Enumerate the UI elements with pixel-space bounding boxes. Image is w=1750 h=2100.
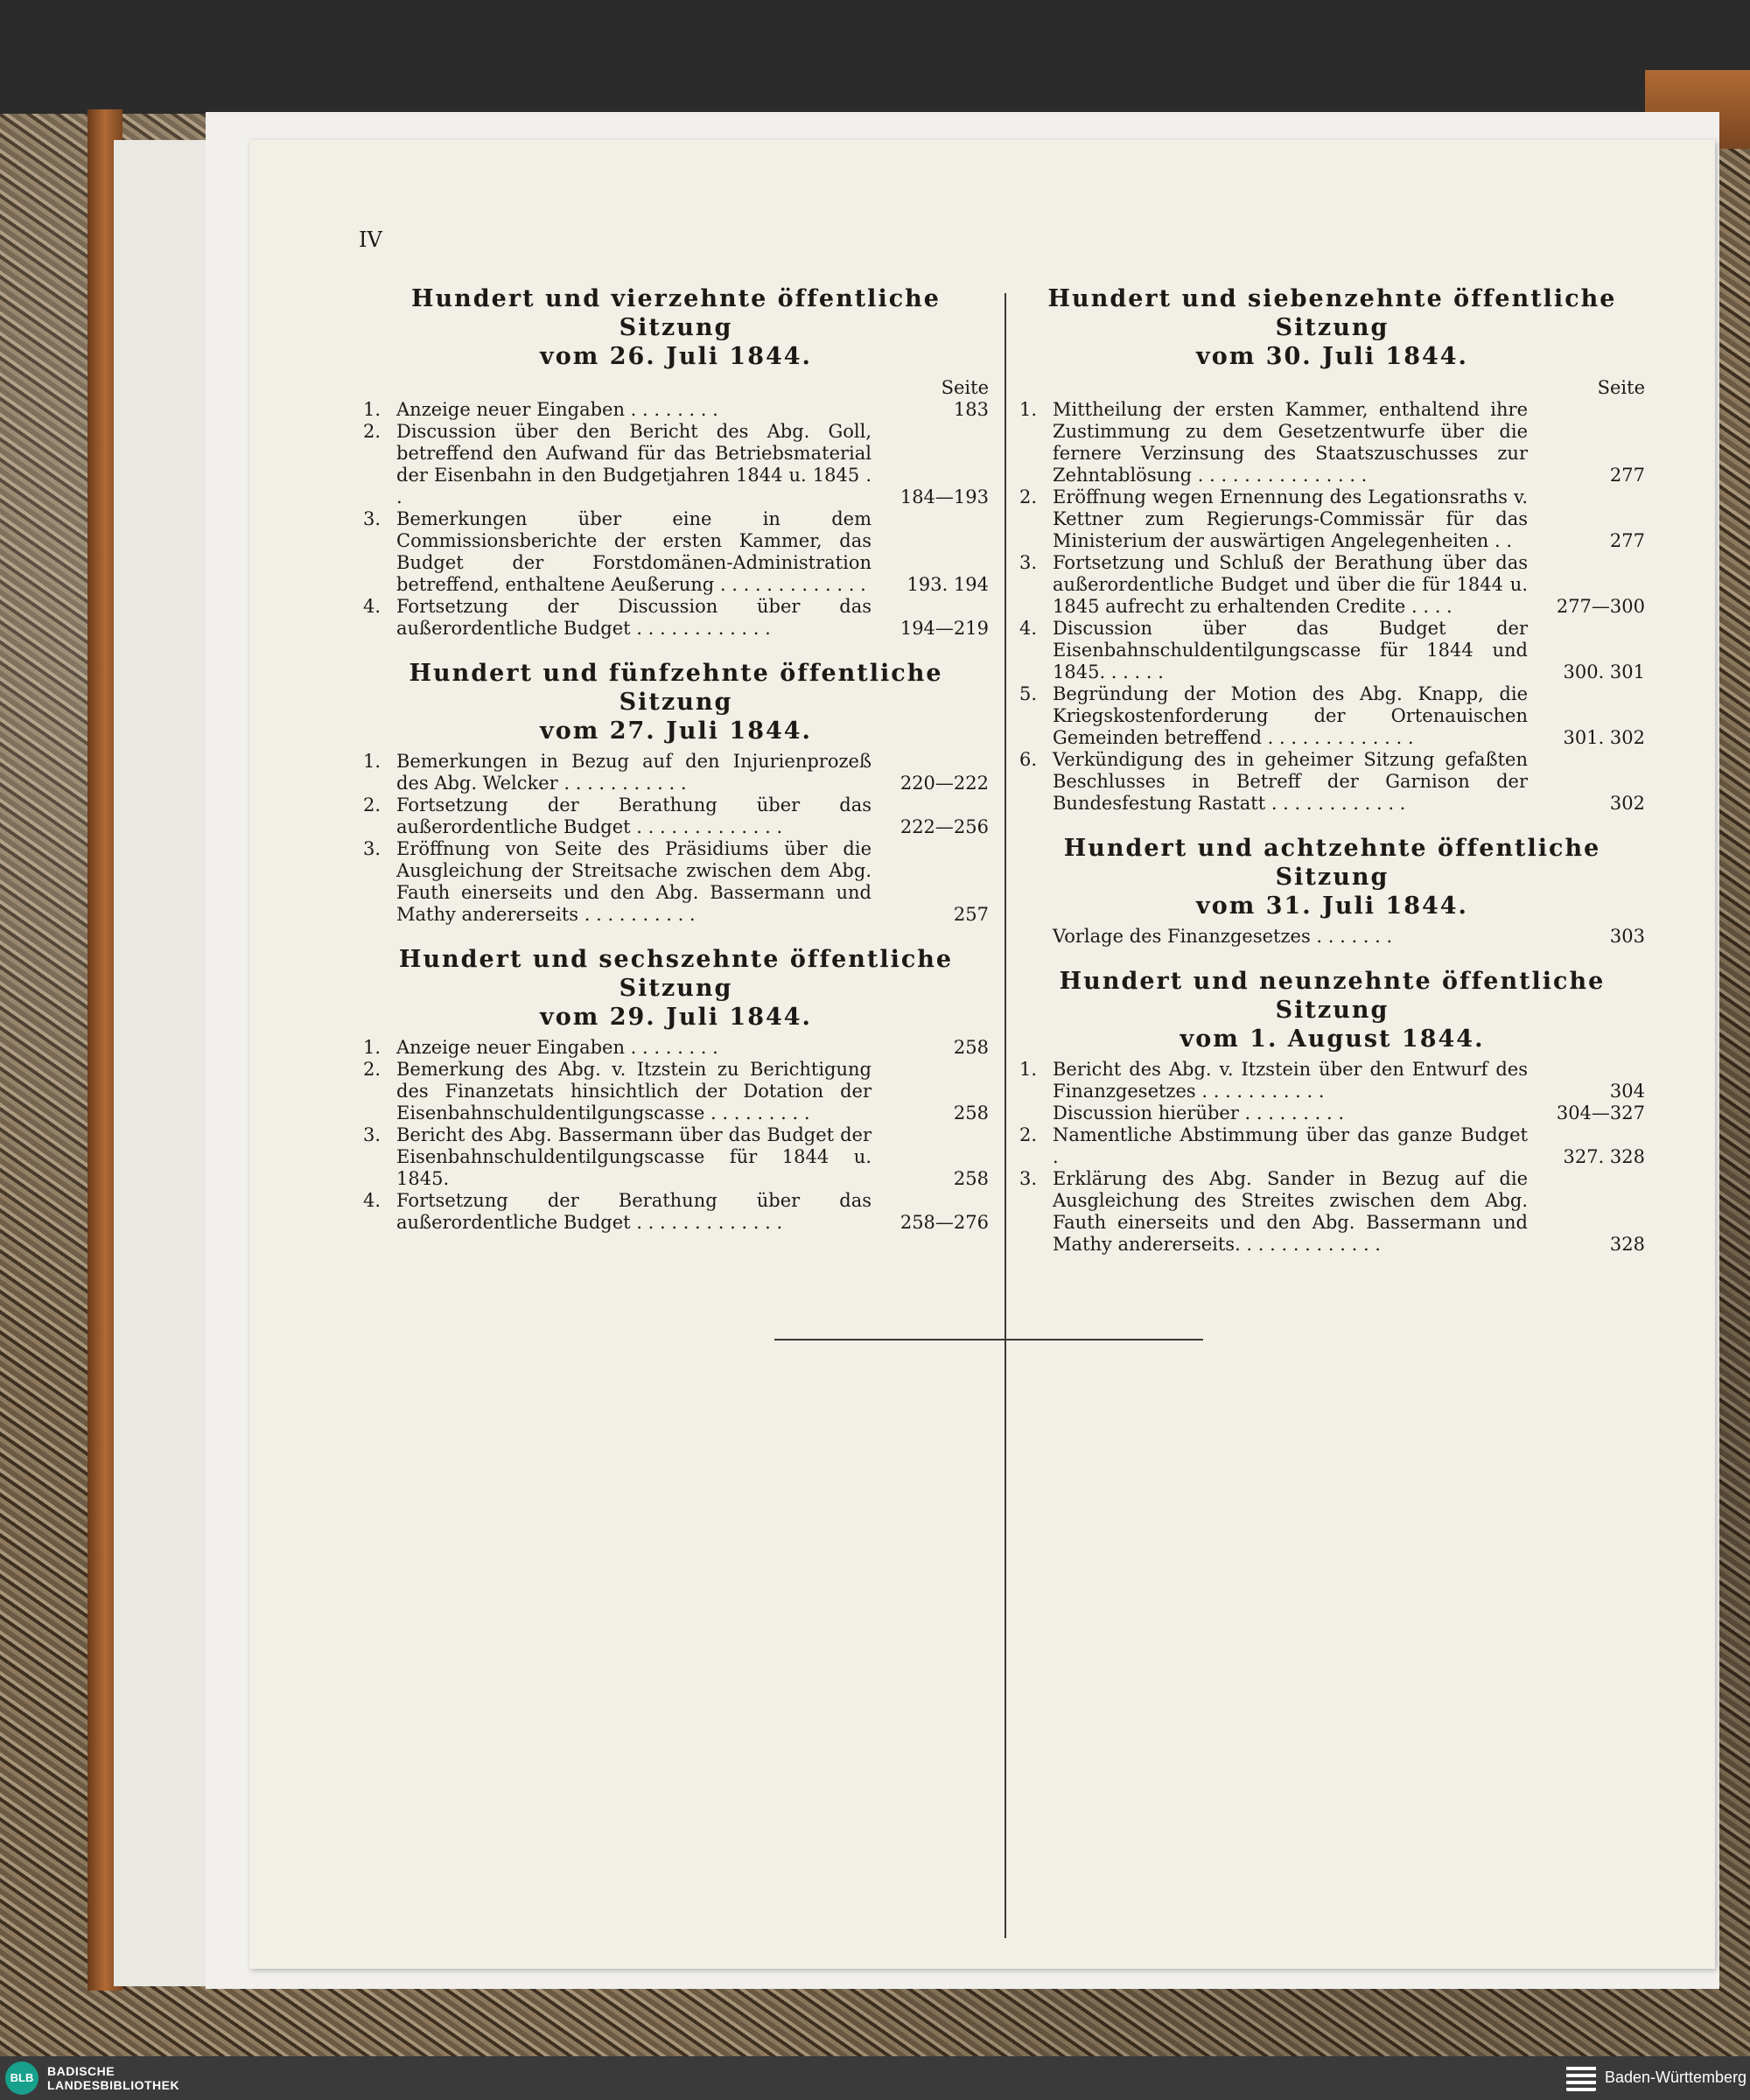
toc-entry (1019, 486, 1645, 552)
entry-text: Eröffnung wegen Ernennung des Legationsraths v. Kettner zum Regierungs-Commissär für das Ministerium der auswärtigen Angelegenheiten . . (1053, 486, 1528, 551)
entry-text: Verkündigung des in geheimer Sitzung gefaßten Beschlusses in Betreff der Garnison der Bundesfestung Rastatt . . . . . . . . . . . . (1053, 749, 1528, 814)
viewer-footer (0, 2056, 1750, 2100)
toc-entry (1019, 552, 1645, 618)
entry-page: 258—276 (900, 1212, 989, 1233)
entry-text: Fortsetzung der Berathung über das außerordentliche Budget . . . . . . . . . . . . . (396, 1190, 872, 1233)
entry-number: 5. (1019, 683, 1038, 704)
entry-page: 258 (953, 1168, 989, 1189)
session-date: vom 29. Juli 1844. (540, 1004, 812, 1031)
entry-page: 184—193 (900, 486, 989, 508)
session-date: vom 27. Juli 1844. (540, 718, 812, 745)
entry-text: Fortsetzung der Berathung über das außerordentliche Budget . . . . . . . . . . . . . (396, 794, 872, 837)
session-date: vom 30. Juli 1844. (1196, 343, 1468, 370)
entry-number: 6. (1019, 749, 1038, 770)
entry-text: Bericht des Abg. v. Itzstein über den Entwurf des Finanzgesetzes . . . . . . . . . . . (1053, 1059, 1528, 1102)
toc-entry (1019, 926, 1645, 948)
entry-text: Eröffnung von Seite des Präsidiums über die Ausgleichung der Streitsache zwischen dem Abg. Fauth einerseits und den Abg. Bassermann und Mathy andererseits . . . . . . . . . . (396, 838, 872, 925)
entry-page: 302 (1609, 793, 1645, 814)
entry-number: 2. (363, 421, 382, 442)
entry-page: 304 (1609, 1081, 1645, 1102)
entry-page: 300. 301 (1563, 662, 1645, 682)
entry-text: Discussion hierüber . . . . . . . . . (1053, 1102, 1345, 1124)
session-name: Hundert und sechszehnte öffentliche Sitzung (398, 946, 954, 1002)
entry-page: 183 (953, 399, 989, 420)
entry-page: 328 (1609, 1234, 1645, 1255)
session-title (1019, 967, 1645, 1054)
toc-entry (363, 1190, 989, 1234)
toc-entry (363, 751, 989, 794)
session-name: Hundert und neunzehnte öffentliche Sitzung (1059, 968, 1606, 1024)
entry-number: 1. (1019, 399, 1038, 420)
session-title (1019, 834, 1645, 920)
toc-entry (1019, 749, 1645, 815)
entry-text: Bericht des Abg. Bassermann über das Budget der Eisenbahnschuldentilgungscasse für 1844 u. 1845. (396, 1124, 872, 1189)
toc-entry (363, 838, 989, 926)
entry-page: 277—300 (1556, 596, 1645, 617)
session-date: vom 1. August 1844. (1180, 1026, 1485, 1053)
entry-number: 3. (363, 1124, 382, 1145)
session-date: vom 26. Juli 1844. (540, 343, 812, 370)
toc-entry (363, 1059, 989, 1124)
entry-number: 4. (363, 596, 382, 617)
entry-text: Vorlage des Finanzgesetzes . . . . . . . (1053, 926, 1393, 947)
entry-number: 3. (1019, 1168, 1038, 1189)
column-divider (1004, 293, 1006, 1938)
session-name: Hundert und fünfzehnte öffentliche Sitzung (409, 660, 943, 716)
section-gap (363, 926, 989, 945)
section-gap (1019, 815, 1645, 834)
entry-page: 277 (1609, 465, 1645, 486)
entry-text: Bemerkungen in Bezug auf den Injurienprozeß des Abg. Welcker . . . . . . . . . . . (396, 751, 872, 794)
entry-number: 1. (363, 399, 382, 420)
entry-page: 194—219 (900, 618, 989, 639)
entry-page: 304—327 (1556, 1102, 1645, 1124)
entry-text: Anzeige neuer Eingaben . . . . . . . . (396, 1037, 718, 1058)
entry-text: Begründung der Motion des Abg. Knapp, die Kriegskostenforderung der Ortenauischen Gemeinden betreffend . . . . . . . . . . . . . (1053, 683, 1528, 748)
entry-number: 2. (363, 794, 382, 816)
page-number: IV (359, 228, 382, 252)
entry-page: 257 (953, 904, 989, 925)
entry-page: 193. 194 (906, 574, 989, 595)
blb-logo-icon[interactable]: BLB (5, 2062, 38, 2095)
toc-entry (1019, 618, 1645, 683)
library-name-line1: BADISCHE (47, 2064, 116, 2078)
entry-number: 3. (363, 838, 382, 859)
entry-page: 258 (953, 1037, 989, 1058)
session-title (363, 284, 989, 371)
entry-number: 2. (363, 1059, 382, 1080)
entry-text: Namentliche Abstimmung über das ganze Budget . (1053, 1124, 1528, 1167)
toc-entry (363, 421, 989, 508)
baden-wuerttemberg-lions-icon[interactable] (1566, 2065, 1596, 2091)
entry-number: 3. (1019, 552, 1038, 573)
entry-page: 222—256 (900, 816, 989, 837)
entry-page: 303 (1609, 926, 1645, 947)
entry-page: 301. 302 (1563, 727, 1645, 748)
entry-number: 1. (1019, 1059, 1038, 1080)
toc-entry (1019, 683, 1645, 749)
toc-entry (1019, 1124, 1645, 1168)
book-page (249, 140, 1715, 1969)
entry-text: Fortsetzung der Discussion über das außerordentliche Budget . . . . . . . . . . . . (396, 596, 872, 639)
session-title (363, 659, 989, 746)
cover-top-shadow (0, 0, 1750, 114)
section-gap (1019, 948, 1645, 967)
entry-page: 258 (953, 1102, 989, 1124)
entry-text: Mittheilung der ersten Kammer, enthaltend ihre Zustimmung zu dem Gesetzentwurfe über die fernere Verzinsung des Staatszuschusses zur Zehntablösung . . . . . . . . . . . . . . . (1053, 399, 1528, 486)
entry-number: 1. (363, 751, 382, 772)
toc-entry (363, 596, 989, 640)
session-name: Hundert und vierzehnte öffentliche Sitzung (411, 285, 941, 341)
session-title (363, 945, 989, 1032)
entry-page: 327. 328 (1563, 1146, 1645, 1167)
session-name: Hundert und siebenzehnte öffentliche Sitzung (1047, 285, 1617, 341)
entry-text: Fortsetzung und Schluß der Berathung über das außerordentliche Budget und über die für 1844 u. 1845 aufrecht zu erhaltenden Credite . . . . (1053, 552, 1528, 617)
library-name[interactable] (47, 2064, 179, 2092)
toc-entry (363, 1037, 989, 1059)
entry-page: 220—222 (900, 773, 989, 794)
toc-entry (363, 794, 989, 838)
toc-entry (363, 1124, 989, 1190)
toc-entry (1019, 1102, 1645, 1124)
state-name[interactable]: Baden-Württemberg (1605, 2068, 1747, 2086)
entry-number: 3. (363, 508, 382, 529)
entry-text: Bemerkungen über eine in dem Commissionsberichte der ersten Kammer, das Budget der Forstdomänen-Administration betreffend, enthaltene Aeußerung . . . . . . . . . . . . . (396, 508, 872, 595)
entry-number: 2. (1019, 486, 1038, 508)
toc-entry (1019, 399, 1645, 486)
session-date: vom 31. Juli 1844. (1196, 892, 1468, 920)
entry-text: Discussion über den Bericht des Abg. Goll, betreffend den Aufwand für das Betriebsmaterial der Eisenbahn in den Budgetjahren 1844 u. 1845 . . (396, 421, 872, 508)
entry-text: Bemerkung des Abg. v. Itzstein zu Berichtigung des Finanzetats hinsichtlich der Dotation der Eisenbahnschuldentilgungscasse . . . . . . . . . (396, 1059, 872, 1124)
library-name-line2: LANDESBIBLIOTHEK (47, 2078, 180, 2092)
end-rule (774, 1339, 1203, 1340)
entry-number: 4. (363, 1190, 382, 1211)
right-column (1019, 284, 1645, 1256)
session-name: Hundert und achtzehnte öffentliche Sitzung (1063, 835, 1601, 891)
section-gap (363, 640, 989, 659)
toc-entry (363, 508, 989, 596)
entry-number: 1. (363, 1037, 382, 1058)
entry-number: 2. (1019, 1124, 1038, 1145)
toc-entry (1019, 1059, 1645, 1102)
entry-text: Anzeige neuer Eingaben . . . . . . . . (396, 399, 718, 420)
seite-label: Seite (1597, 377, 1645, 398)
seite-label: Seite (941, 377, 989, 398)
toc-entry (1019, 1168, 1645, 1256)
left-column (363, 284, 989, 1234)
entry-number: 4. (1019, 618, 1038, 639)
toc-entry (363, 399, 989, 421)
session-title (1019, 284, 1645, 371)
entry-page: 277 (1609, 530, 1645, 551)
entry-text: Discussion über das Budget der Eisenbahnschuldentilgungscasse für 1844 und 1845. . . . . . (1053, 618, 1528, 682)
entry-text: Erklärung des Abg. Sander in Bezug auf die Ausgleichung des Streites zwischen dem Abg. Fauth einerseits und den Abg. Bassermann und Mathy andererseits. . . . . . . . . . . . . (1053, 1168, 1528, 1255)
